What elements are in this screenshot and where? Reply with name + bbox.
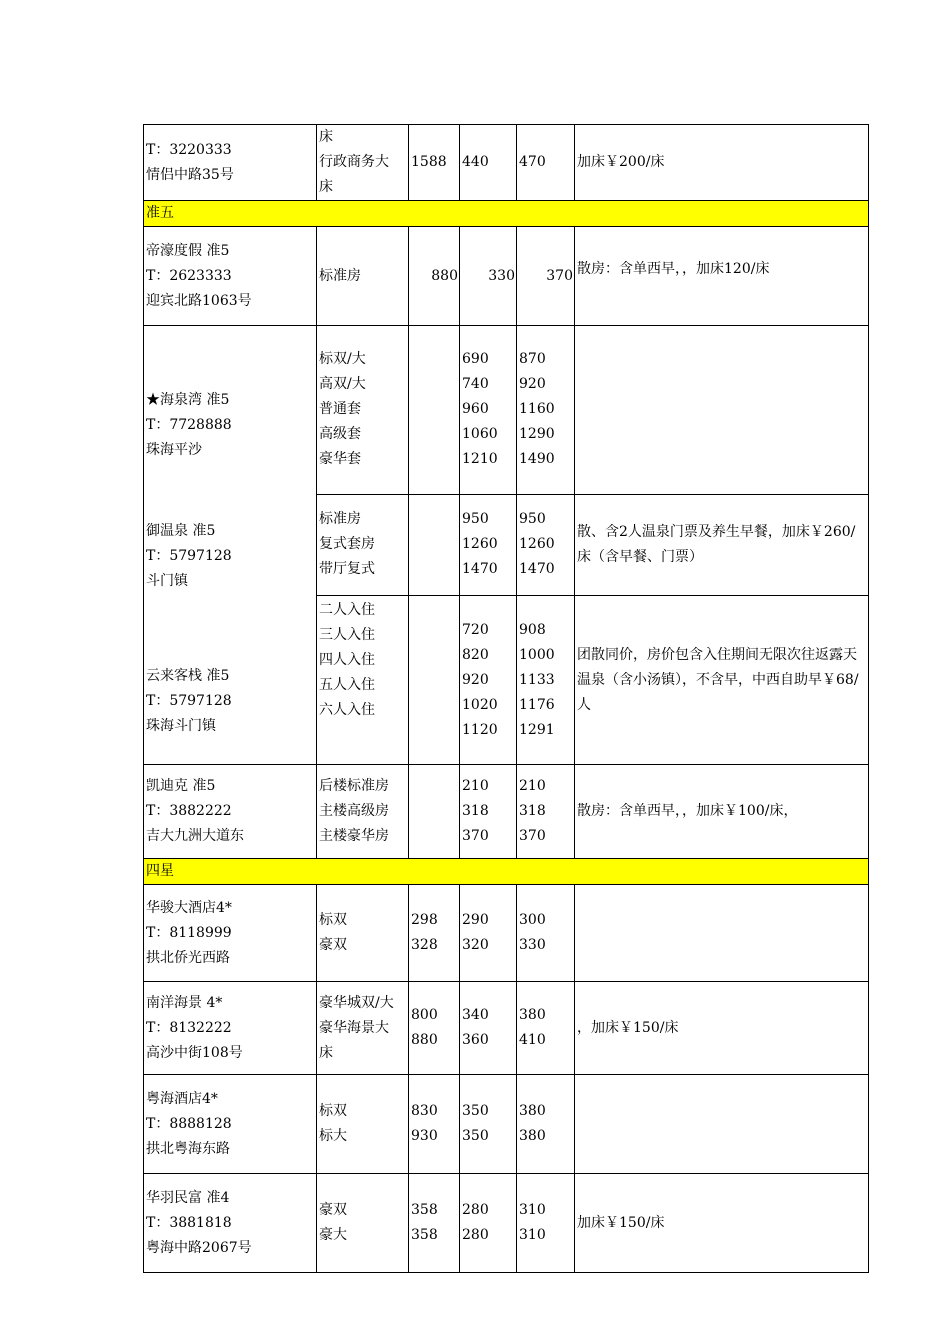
room-types: 床 行政商务大 床 xyxy=(317,125,409,201)
hotel-info: 帝濠度假 准5 T：2623333 迎宾北路1063号 xyxy=(144,227,317,326)
rack-rate xyxy=(409,765,460,859)
price-1: 280 280 xyxy=(460,1174,517,1273)
rack-rate: 880 xyxy=(409,227,460,326)
hotel-rate-table xyxy=(143,124,869,1273)
room-types: 豪双 豪大 xyxy=(317,1174,409,1273)
price-2: 950 1260 1470 xyxy=(517,494,575,595)
price-1: 330 xyxy=(460,227,517,326)
price-2: 380 380 xyxy=(517,1075,575,1174)
table-row xyxy=(144,1174,869,1273)
table-row xyxy=(144,326,869,495)
price-1: 720 820 920 1020 1120 xyxy=(460,596,517,765)
price-2: 210 318 370 xyxy=(517,765,575,859)
price-2: 870 920 1160 1290 1490 xyxy=(517,326,575,495)
section-title: 四星 xyxy=(144,859,869,885)
hotel-info: 凯迪克 准5 T：3882222 吉大九洲大道东 xyxy=(144,765,317,859)
price-1: 950 1260 1470 xyxy=(460,494,517,595)
hotel-info: 华骏大酒店4* T：8118999 拱北侨光西路 xyxy=(144,885,317,982)
section-header xyxy=(144,201,869,227)
remarks: 加床￥150/床 xyxy=(575,1174,869,1273)
rack-rate: 358 358 xyxy=(409,1174,460,1273)
price-1: 440 xyxy=(460,125,517,201)
price-2: 300 330 xyxy=(517,885,575,982)
table-row xyxy=(144,227,869,326)
table-row xyxy=(144,1075,869,1174)
remarks xyxy=(575,1075,869,1174)
rack-rate: 298 328 xyxy=(409,885,460,982)
remarks: 加床￥200/床 xyxy=(575,125,869,201)
room-types: 二人入住 三人入住 四人入住 五人入住 六人入住 xyxy=(317,596,409,765)
hotel-group-info xyxy=(144,326,317,765)
rack-rate: 1588 xyxy=(409,125,460,201)
price-2: 908 1000 1133 1176 1291 xyxy=(517,596,575,765)
remarks: 散、含2人温泉门票及养生早餐，加床￥260/床（含早餐、门票） xyxy=(575,494,869,595)
table-row xyxy=(144,125,869,201)
price-2: 380 410 xyxy=(517,982,575,1075)
rack-rate: 800 880 xyxy=(409,982,460,1075)
table-row xyxy=(144,765,869,859)
remarks: ，加床￥150/床 xyxy=(575,982,869,1075)
rack-rate xyxy=(409,596,460,765)
hotel-info: 御温泉 准5 T：5797128 斗门镇 xyxy=(146,523,232,589)
hotel-info: 华羽民富 准4 T：3881818 粤海中路2067号 xyxy=(144,1174,317,1273)
hotel-info: ★海泉湾 准5 T：7728888 珠海平沙 xyxy=(146,392,232,458)
room-types: 标双 豪双 xyxy=(317,885,409,982)
price-1: 690 740 960 1060 1210 xyxy=(460,326,517,495)
hotel-info: T：3220333 情侣中路35号 xyxy=(144,125,317,201)
room-types: 标双/大 高双/大 普通套 高级套 豪华套 xyxy=(317,326,409,495)
price-2: 470 xyxy=(517,125,575,201)
section-title: 准五 xyxy=(144,201,869,227)
hotel-info: 南洋海景 4* T：8132222 高沙中街108号 xyxy=(144,982,317,1075)
price-1: 350 350 xyxy=(460,1075,517,1174)
price-1: 290 320 xyxy=(460,885,517,982)
rack-rate xyxy=(409,326,460,495)
room-types: 后楼标准房 主楼高级房 主楼豪华房 xyxy=(317,765,409,859)
remarks xyxy=(575,326,869,495)
section-header xyxy=(144,859,869,885)
room-types: 标准房 复式套房 带厅复式 xyxy=(317,494,409,595)
price-1: 210 318 370 xyxy=(460,765,517,859)
remarks xyxy=(575,885,869,982)
hotel-info: 云来客栈 准5 T：5797128 珠海斗门镇 xyxy=(146,668,232,734)
price-1: 340 360 xyxy=(460,982,517,1075)
remarks: 团散同价，房价包含入住期间无限次往返露天温泉（含小汤镇），不含早，中西自助早￥68/人 xyxy=(575,596,869,765)
table-row xyxy=(144,885,869,982)
remarks: 散房：含单西早，，加床￥100/床， xyxy=(575,765,869,859)
table-row xyxy=(144,982,869,1075)
room-types: 标双 标大 xyxy=(317,1075,409,1174)
price-2: 370 xyxy=(517,227,575,326)
remarks: 散房：含单西早，，加床120/床 xyxy=(575,227,869,326)
rack-rate: 830 930 xyxy=(409,1075,460,1174)
room-types: 豪华城双/大 豪华海景大 床 xyxy=(317,982,409,1075)
rack-rate xyxy=(409,494,460,595)
room-types: 标准房 xyxy=(317,227,409,326)
price-2: 310 310 xyxy=(517,1174,575,1273)
hotel-info: 粤海酒店4* T：8888128 拱北粤海东路 xyxy=(144,1075,317,1174)
